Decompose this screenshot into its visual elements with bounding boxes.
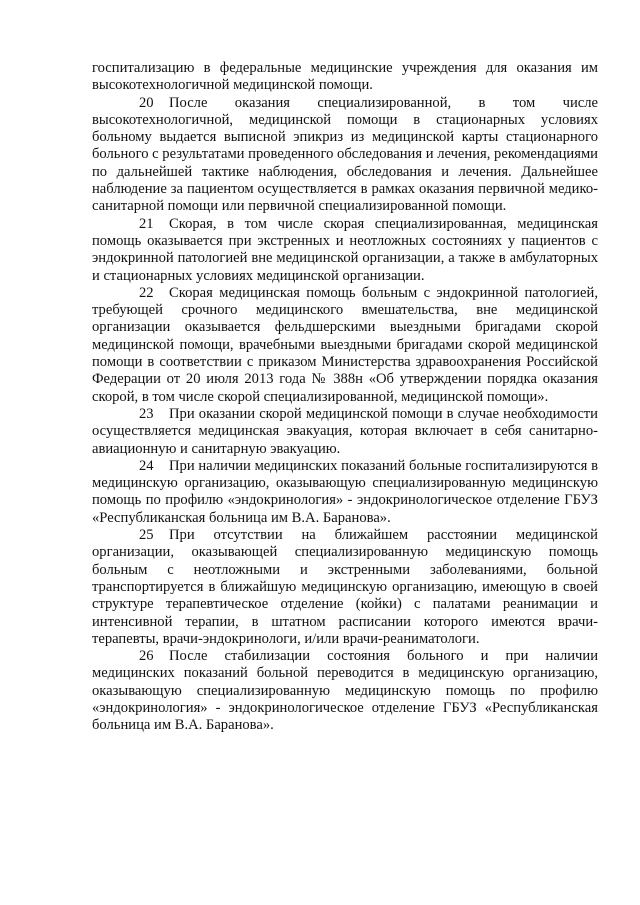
paragraph-text: Скорая, в том числе скорая специализированная, медицинская помощь оказывается при экстренных и неотложных состояниях у пациентов с эндокринной патологией вне медицинской организации, а также в амбулаторных и стационарных условиях медицинской организации.	[92, 215, 598, 284]
paragraph-number: 23	[139, 405, 154, 422]
paragraph-26	[92, 648, 598, 734]
paragraph-23	[92, 406, 598, 458]
paragraph-text: После стабилизации состояния больного и при наличии медицинских показаний больной переводится в медицинскую организацию, оказывающую специализированную медицинскую помощь по профилю «эндокринология» - эндокринологическое отделение ГБУЗ «Республиканская больница им В.А. Баранова».	[92, 648, 598, 734]
paragraph-21	[92, 216, 598, 285]
paragraph-text: При наличии медицинских показаний больные госпитализируются в медицинскую организацию, оказывающую специализированную медицинскую помощь по профилю «эндокринология» - эндокринологическое отделение ГБУЗ «Республиканская больница им В.А. Баранова».	[92, 457, 598, 526]
paragraph-25	[92, 527, 598, 648]
paragraph-text: Скорая медицинская помощь больным с эндокринной патологией, требующей срочного медицинского вмешательства, вне медицинской организации оказывается фельдшерскими выездными бригадами скорой медицинской помощи, врачебными выездными бригадами скорой медицинской помощи в соответствии с приказом Министерства здравоохранения Российской Федерации от 20 июля 2013 года № 388н «Об утверждении порядка оказания скорой, в том числе скорой специализированной, медицинской помощи».	[92, 284, 598, 405]
document-page	[92, 60, 598, 735]
paragraph-continuation	[92, 60, 598, 95]
paragraph-22	[92, 285, 598, 406]
paragraph-number: 20	[139, 94, 154, 111]
paragraph-number: 25	[139, 527, 154, 544]
paragraph-text: госпитализацию в федеральные медицинские учреждения для оказания им высокотехнологичной медицинской помощи.	[92, 60, 598, 94]
paragraph-text: После оказания специализированной, в том числе высокотехнологичной, медицинской помощи в стационарных условиях больному выдается выписной эпикриз из медицинской карты стационарного больного с результатами проведенного обследования и лечения, рекомендациями по дальнейшей тактике наблюдения, обследования и лечения. Дальнейшее наблюдение за пациентом осуществляется в рамках оказания первичной медико-санитарной помощи или первичной специализированной помощи.	[92, 94, 598, 215]
paragraph-20	[92, 95, 598, 216]
paragraph-24	[92, 458, 598, 527]
paragraph-number: 22	[139, 284, 154, 301]
paragraph-text: При отсутствии на ближайшем расстоянии медицинской организации, оказывающей специализированную медицинскую помощь больным с неотложными и экстренными заболеваниями, больной транспортируется в ближайшую медицинскую организацию, имеющую в своей структуре терапевтическое отделение (койки) с палатами реанимации и интенсивной терапии, в штатном расписании которого имеются врачи-терапевты, врачи-эндокринологи, и/или врачи-реаниматологи.	[92, 527, 598, 647]
paragraph-text: При оказании скорой медицинской помощи в случае необходимости осуществляется медицинская эвакуация, которая включает в себя санитарно-авиационную и санитарную эвакуацию.	[92, 405, 598, 457]
paragraph-number: 24	[139, 457, 154, 474]
paragraph-number: 26	[139, 648, 154, 665]
paragraph-number: 21	[139, 215, 154, 232]
